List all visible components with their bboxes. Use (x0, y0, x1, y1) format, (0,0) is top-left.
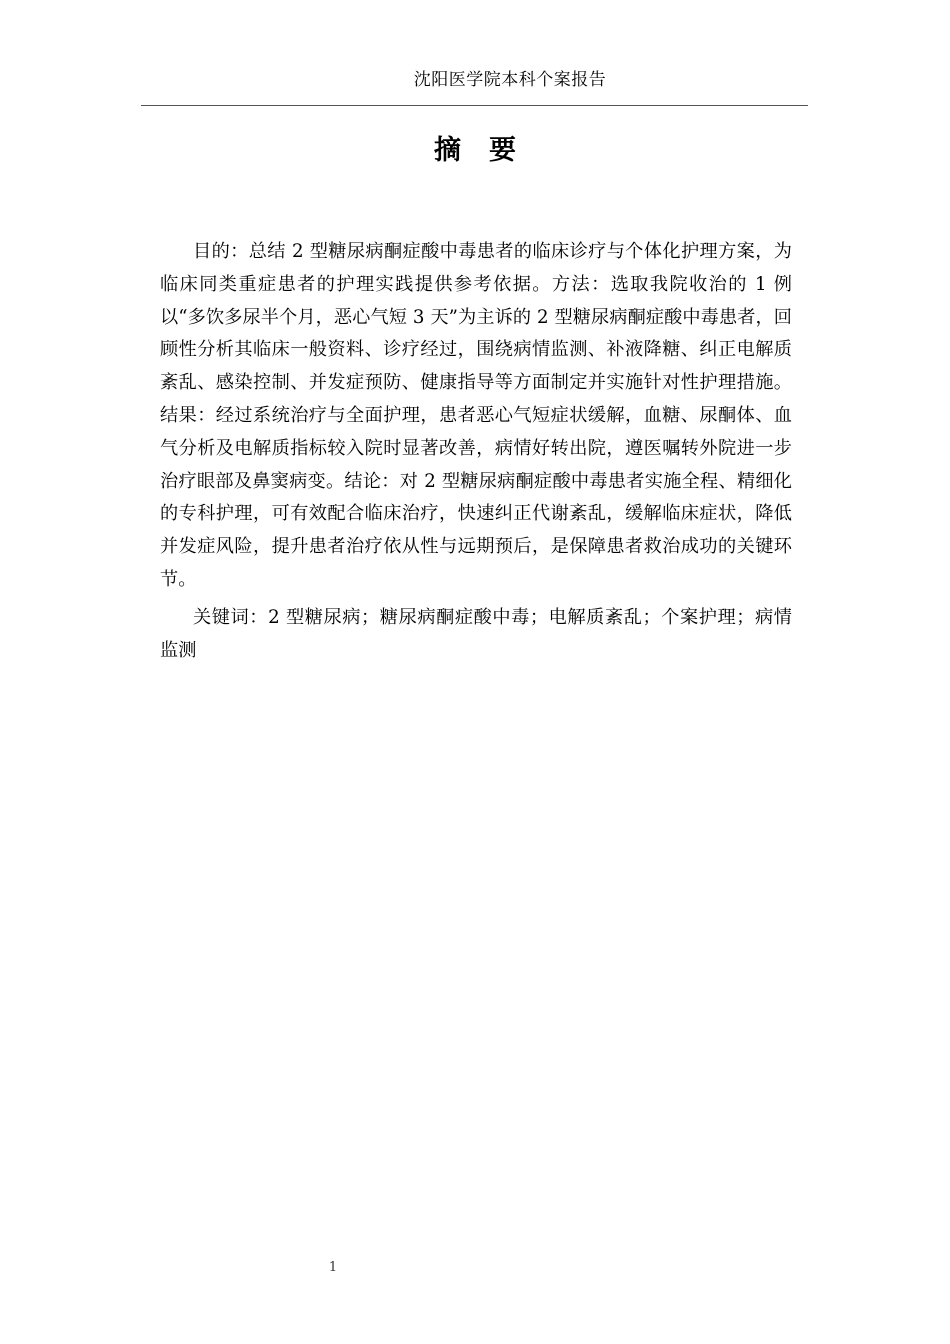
abstract-heading: 摘要 (434, 135, 544, 166)
page-number: 1 (328, 1260, 338, 1275)
method-label: 方法： (551, 273, 611, 295)
conclusion-text: 对 2 型糖尿病酮症酸中毒患者实施全程、精细化的专科护理，可有效配合临床治疗，快速纠正代谢紊乱，缓解临床症状，降低并发症风险，提升患者治疗依从性与远期预后，是保障患者救治成功的关键环节。 (160, 470, 792, 590)
keywords-text: 2 型糖尿病；糖尿病酮症酸中毒；电解质紊乱；个案护理；病情监测 (160, 607, 792, 661)
running-header-title: 沈阳医学院本科个案报告 (413, 70, 607, 90)
objective-label: 目的： (193, 241, 249, 262)
keywords-label: 关键词： (193, 607, 269, 628)
conclusion-label: 结论： (344, 470, 400, 492)
keywords-paragraph (160, 602, 792, 668)
method-text: 选取我院收治的 1 例以“多饮多尿半个月，恶心气短 3 天”为主诉的 2 型糖尿病酮症酸中毒患者，回顾性分析其临床一般资料、诊疗经过，围绕病情监测、补液降糖、纠正电解质紊乱、感染控制、并发症预防、健康指导等方面制定并实施针对性护理措施。结果：经过系统治疗与全面护理，患者恶心气短症状缓解，血糖、尿酮体、血气分析及电解质指标较入院时显著改善，病情好转出院，遵医嘱转外院进一步治疗眼部及鼻窦病变。 (160, 273, 792, 492)
abstract-paragraph (160, 236, 792, 597)
objective-text: 总结 2 型糖尿病酮症酸中毒患者的临床诊疗与个体化护理方案，为临床同类重症患者的护理实践提供参考依据。 (160, 241, 792, 295)
header-divider (141, 105, 808, 106)
